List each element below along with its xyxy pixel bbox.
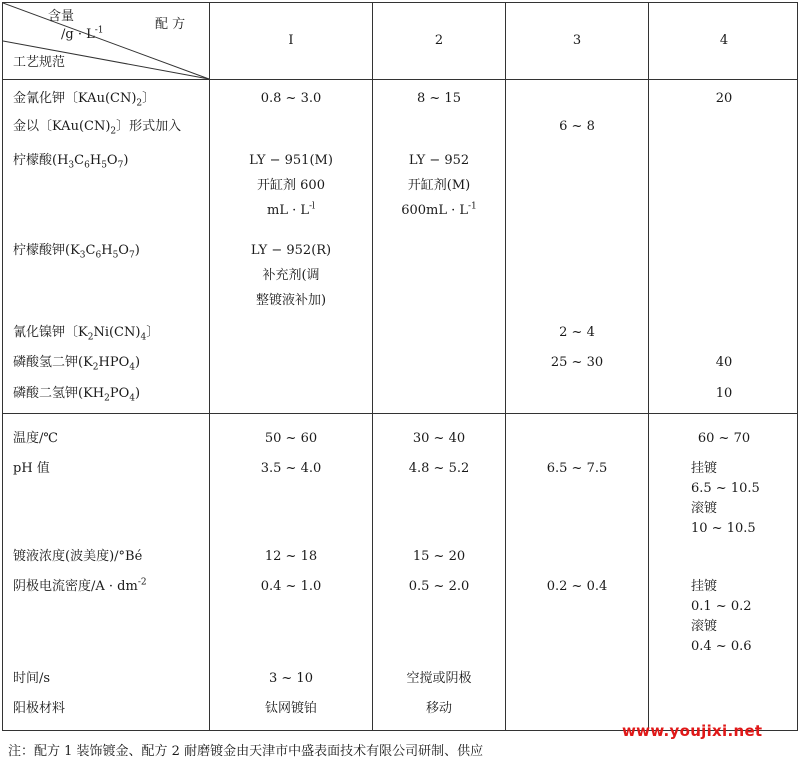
column-header-4: 4 — [719, 33, 729, 48]
formula-label: 配 方 — [155, 17, 186, 32]
row-label-density: 镀液浓度(波美度)/°Bé — [13, 549, 143, 564]
cell-ph-4-line1: 挂镀 — [691, 461, 718, 476]
column-divider — [209, 3, 210, 730]
cell-density-2: 15 ~ 20 — [412, 549, 466, 564]
cell-kh2po4-4: 10 — [715, 386, 733, 401]
row-label-anode: 阳极材料 — [13, 701, 66, 716]
row-label-kau-form: 金以〔$KAu(CN)_2$〕形式加入 — [13, 119, 182, 137]
cell-ph-1: 3.5 ~ 4.0 — [260, 461, 322, 476]
cell-citric-2-line2: 开缸剂(M) — [407, 178, 471, 193]
cell-ph-2: 4.8 ~ 5.2 — [408, 461, 470, 476]
row-label-current: 阴极电流密度$/A \cdot dm^{-2}$ — [13, 577, 147, 594]
row-label-k2ni: 氰化镍钾〔$K_2Ni(CN)_4$〕 — [13, 325, 160, 343]
column-header-2: 2 — [434, 33, 444, 48]
cell-k-citrate-1-line1: LY − 952(R) — [250, 243, 332, 258]
cell-k-citrate-1-line2: 补充剂(调 — [262, 268, 320, 283]
cell-k-citrate-1-line3: 整镀液补加) — [255, 293, 327, 308]
row-label-kh2po4: 磷酸二氢钾$(KH_2PO_4)$ — [13, 386, 141, 404]
cell-time-1: 3 ~ 10 — [269, 671, 313, 686]
cell-citric-1-line1: LY − 951(M) — [249, 153, 333, 168]
formula-table — [2, 2, 798, 731]
row-label-k-citrate: 柠檬酸钾$(K_3C_6H_5O_7)$ — [13, 243, 140, 261]
cell-ph-4-line3: 滚镀 — [691, 501, 718, 516]
cell-current-4-line3: 滚镀 — [691, 619, 718, 634]
cell-temp-2: 30 ~ 40 — [412, 431, 466, 446]
cell-current-1: 0.4 ~ 1.0 — [260, 579, 322, 594]
cell-time-2: 空搅或阴极 — [406, 671, 472, 686]
row-label-k2hpo4: 磷酸氢二钾$(K_2HPO_4)$ — [13, 355, 141, 373]
cell-current-3: 0.2 ~ 0.4 — [546, 579, 608, 594]
section-divider — [3, 413, 797, 414]
cell-citric-2-line1: LY − 952 — [408, 153, 470, 168]
cell-citric-1-line3: mL · $L^{-l}$ — [267, 201, 315, 218]
row-label-citric: 柠檬酸$(H_3C_6H_5O_7)$ — [13, 153, 129, 171]
footnote: 注：配方 1 装饰镀金、配方 2 耐磨镀金由天津市中盛表面技术有限公司研制、供应 — [8, 744, 484, 759]
row-label-kau: 金氰化钾〔$KAu(CN)_2$〕 — [13, 91, 156, 109]
row-label-temp: 温度/℃ — [13, 431, 58, 446]
cell-k2hpo4-3: 25 ~ 30 — [550, 355, 604, 370]
cell-temp-4: 60 ~ 70 — [697, 431, 751, 446]
cell-citric-1-line2: 开缸剂 600 — [257, 178, 325, 193]
cell-kau-form-3: 6 ~ 8 — [559, 119, 595, 134]
content-label: 含量 — [48, 9, 75, 24]
cell-temp-1: 50 ~ 60 — [264, 431, 318, 446]
cell-current-2: 0.5 ~ 2.0 — [408, 579, 470, 594]
cell-k2hpo4-4: 40 — [715, 355, 733, 370]
cell-current-4-line4: 0.4 ~ 0.6 — [691, 639, 752, 654]
cell-kau-1: 0.8 ~ 3.0 — [260, 91, 322, 106]
watermark: www.youjixi.net — [622, 722, 763, 740]
cell-k2ni-3: 2 ~ 4 — [559, 325, 595, 340]
process-label: 工艺规范 — [13, 55, 66, 70]
cell-kau-2: 8 ~ 15 — [417, 91, 461, 106]
cell-ph-4-line2: 6.5 ~ 10.5 — [691, 481, 760, 496]
column-divider — [372, 3, 373, 730]
cell-current-4-line1: 挂镀 — [691, 579, 718, 594]
column-header-1: I — [288, 33, 294, 48]
cell-kau-4: 20 — [715, 91, 733, 106]
cell-anode-2: 移动 — [425, 701, 452, 716]
unit-label: $/g \cdot L^{-1}$ — [61, 25, 104, 42]
row-label-ph: pH 值 — [13, 461, 50, 476]
cell-density-1: 12 ~ 18 — [264, 549, 318, 564]
cell-citric-2-line3: $600mL \cdot L^{-1}$ — [401, 201, 477, 218]
column-header-3: 3 — [572, 33, 582, 48]
cell-ph-4-line4: 10 ~ 10.5 — [691, 521, 756, 536]
cell-anode-1: 钛网镀铂 — [264, 701, 317, 716]
cell-ph-3: 6.5 ~ 7.5 — [546, 461, 608, 476]
cell-current-4-line2: 0.1 ~ 0.2 — [691, 599, 752, 614]
row-label-time: 时间/s — [13, 671, 51, 686]
